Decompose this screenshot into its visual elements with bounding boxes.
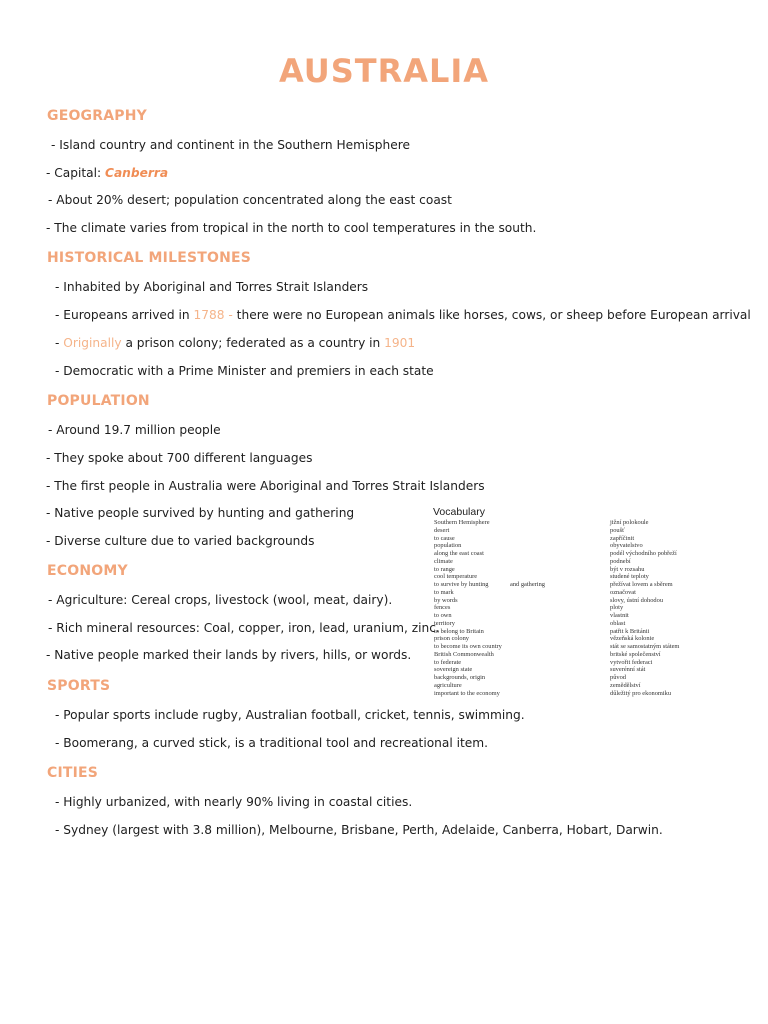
vocabulary-czech: vytvořit federaci	[610, 658, 653, 666]
vocabulary-czech: patřit k Británii	[610, 627, 650, 635]
history-line-2	[55, 308, 751, 322]
section-heading-history: HISTORICAL MILESTONES	[47, 250, 252, 266]
vocabulary-czech: britské společenství	[610, 650, 661, 658]
vocabulary-english: to survive by hunting	[434, 581, 489, 588]
history-line-2-start: - Europeans arrived in	[55, 308, 194, 322]
vocabulary-english: British Commonwealth	[434, 650, 494, 658]
vocabulary-czech: podél východního pobřeží	[610, 550, 677, 557]
vocabulary-english: to federate	[434, 658, 462, 666]
capital-label: - Capital:	[46, 166, 105, 180]
economy-line-2: - Rich mineral resources: Coal, copper, iron, lead, uranium, zinc.	[48, 621, 440, 635]
vocabulary-english: by words	[434, 596, 458, 604]
vocabulary-english: important to the economy	[434, 689, 500, 697]
vocabulary-english: climate	[434, 557, 453, 565]
vocabulary-english: desert	[434, 526, 450, 534]
vocabulary-czech: vlastnit	[610, 612, 629, 619]
population-line-3: - The first people in Australia were Aboriginal and Torres Strait Islanders	[46, 479, 485, 493]
vocabulary-english: to become its own country	[434, 643, 502, 650]
vocabulary-czech: podnebí	[610, 557, 631, 565]
vocabulary-english: to own	[434, 612, 452, 619]
vocabulary-czech: být v rozsahu	[610, 565, 645, 573]
population-line-2: - They spoke about 700 different languages	[46, 451, 313, 465]
vocabulary-czech: přežívat lovem a sběrem	[610, 581, 673, 588]
economy-line-3: - Native people marked their lands by rivers, hills, or words.	[46, 648, 412, 662]
history-line-2-end: there were no European animals like horses, cows, or sheep before European arrival	[232, 308, 751, 322]
cities-line-1: - Highly urbanized, with nearly 90% living in coastal cities.	[55, 795, 413, 809]
vocabulary-czech: oblast	[610, 619, 626, 627]
vocabulary-english: sovereign state	[434, 666, 473, 674]
cities-line-2: - Sydney (largest with 3.8 million), Melbourne, Brisbane, Perth, Adelaide, Canberra, Hobart, Darwin.	[55, 823, 663, 837]
vocabulary-english: population	[434, 542, 462, 550]
vocabulary-box	[430, 506, 690, 698]
vocabulary-czech: slovy, ústní dohodou	[610, 596, 664, 604]
population-line-5: - Diverse culture due to varied backgrounds	[46, 534, 315, 548]
geography-line-4: - The climate varies from tropical in the north to cool temperatures in the south.	[46, 221, 537, 235]
vocabulary-english: Southern Hemisphere	[434, 519, 490, 526]
vocabulary-czech: studené teploty	[610, 573, 649, 581]
vocabulary-english: to mark	[434, 588, 454, 596]
vocabulary-czech: suverénní stát	[610, 666, 646, 674]
vocabulary-english: to range	[434, 565, 455, 573]
vocabulary-czech: původ	[610, 674, 626, 681]
capital-value: Canberra	[105, 166, 169, 180]
vocabulary-czech: obyvatelstvo	[610, 542, 643, 550]
vocabulary-english: cool temperature	[434, 573, 478, 581]
section-heading-sports: SPORTS	[47, 678, 111, 694]
history-line-3-mid: a prison colony; federated as a country in	[121, 336, 385, 350]
vocabulary-english: along the east coast	[434, 550, 484, 557]
year-1788: 1788 -	[193, 308, 233, 322]
section-heading-economy: ECONOMY	[47, 563, 128, 579]
vocabulary-english: fences	[434, 604, 451, 612]
vocabulary-czech: stát se samostatným státem	[610, 643, 680, 650]
vocabulary-english: prison colony	[434, 635, 469, 643]
sports-line-1: - Popular sports include rugby, Australian football, cricket, tennis, swimming.	[55, 708, 525, 722]
population-line-1: - Around 19.7 million people	[48, 423, 221, 437]
section-heading-geography: GEOGRAPHY	[47, 108, 147, 124]
geography-line-1: - Island country and continent in the Southern Hemisphere	[51, 138, 410, 152]
history-line-1: - Inhabited by Aboriginal and Torres Strait Islanders	[55, 280, 369, 294]
vocabulary-czech: zemědělství	[610, 681, 641, 689]
geography-line-2	[46, 166, 168, 180]
vocabulary-title: Vocabulary	[433, 506, 485, 518]
sports-line-2: - Boomerang, a curved stick, is a traditional tool and recreational item.	[55, 736, 489, 750]
history-line-3	[55, 336, 415, 350]
geography-line-3: - About 20% desert; population concentrated along the east coast	[48, 193, 452, 207]
year-1901: 1901	[384, 336, 416, 350]
vocabulary-english: agriculture	[434, 681, 462, 689]
vocabulary-czech: vězeňská kolonie	[610, 635, 655, 643]
vocabulary-english: to belong to Britain	[434, 627, 484, 635]
vocabulary-czech: zapříčinit	[610, 534, 635, 542]
economy-line-1: - Agriculture: Cereal crops, livestock (wool, meat, dairy).	[48, 593, 393, 607]
vocabulary-english: territory	[434, 619, 455, 627]
vocabulary-english: to cause	[434, 534, 455, 542]
vocabulary-czech: jižní polokoule	[610, 519, 649, 526]
vocabulary-czech: ploty	[610, 604, 624, 612]
vocabulary-czech: důležitý pro ekonomiku	[610, 689, 672, 697]
history-line-3-dash: -	[55, 336, 64, 350]
page-title: AUSTRALIA	[278, 52, 490, 90]
vocabulary-czech: označovat	[610, 588, 636, 596]
vocabulary-czech: poušť	[610, 526, 625, 534]
vocabulary-english: backgrounds, origin	[434, 674, 486, 681]
originally-word: Originally	[63, 336, 122, 350]
section-heading-cities: CITIES	[47, 765, 99, 781]
section-heading-population: POPULATION	[47, 393, 150, 409]
vocabulary-english-continued: and gathering	[510, 581, 545, 588]
population-line-4: - Native people survived by hunting and gathering	[46, 506, 355, 520]
history-line-4: - Democratic with a Prime Minister and premiers in each state	[55, 364, 434, 378]
vocabulary-row	[430, 690, 690, 698]
